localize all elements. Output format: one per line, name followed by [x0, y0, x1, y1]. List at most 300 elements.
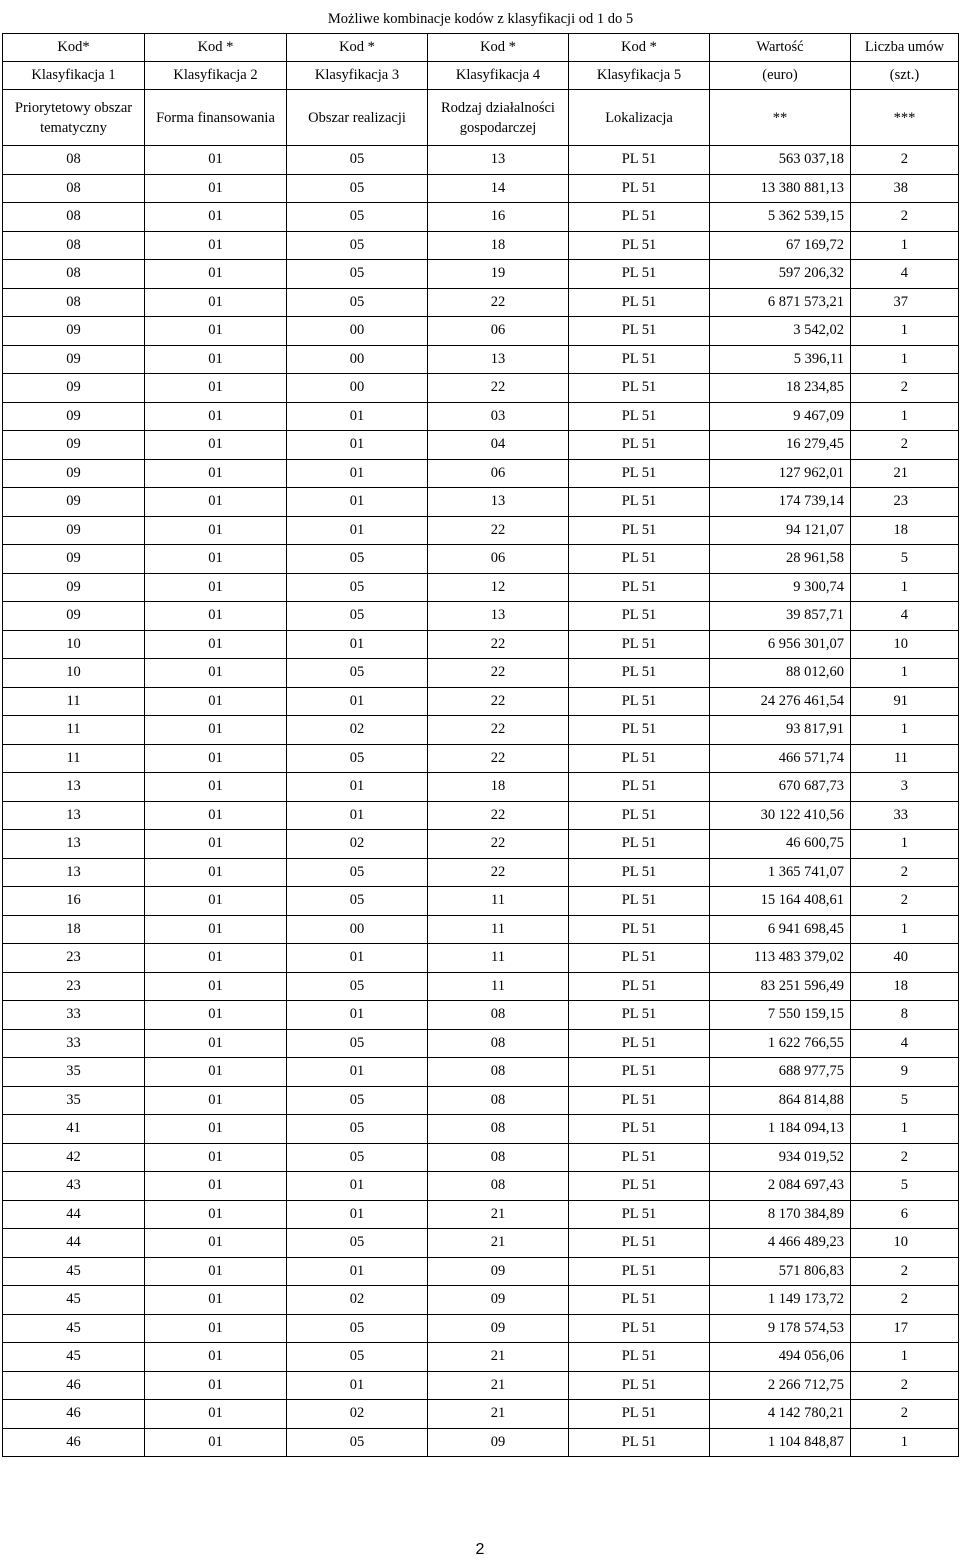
code-cell: 08 [3, 203, 145, 232]
code-cell: 01 [145, 488, 287, 517]
code-cell: 23 [3, 944, 145, 973]
value-cell: 9 178 574,53 [710, 1314, 851, 1343]
value-cell: 9 467,09 [710, 402, 851, 431]
value-cell: 1 365 741,07 [710, 858, 851, 887]
value-cell: 28 961,58 [710, 545, 851, 574]
code-cell: 13 [3, 773, 145, 802]
code-cell: 09 [3, 402, 145, 431]
header-line: *** [893, 109, 916, 126]
code-cell: 01 [287, 1001, 428, 1030]
code-cell: 01 [287, 944, 428, 973]
code-cell: 08 [428, 1029, 569, 1058]
code-cell: 05 [287, 231, 428, 260]
count-cell: 18 [851, 516, 959, 545]
code-cell: PL 51 [569, 972, 710, 1001]
value-cell: 8 170 384,89 [710, 1200, 851, 1229]
code-cell: 13 [428, 488, 569, 517]
count-cell: 5 [851, 1172, 959, 1201]
count-cell: 2 [851, 1143, 959, 1172]
count-cell: 2 [851, 1400, 959, 1429]
code-cell: 06 [428, 459, 569, 488]
value-cell: 597 206,32 [710, 260, 851, 289]
code-cell: 01 [145, 858, 287, 887]
code-cell: 08 [428, 1115, 569, 1144]
value-cell: 15 164 408,61 [710, 887, 851, 916]
code-cell: PL 51 [569, 573, 710, 602]
table-row [3, 659, 959, 688]
count-cell: 1 [851, 1115, 959, 1144]
code-cell: 11 [428, 944, 569, 973]
table-row [3, 1029, 959, 1058]
table-row [3, 317, 959, 346]
table-row [3, 858, 959, 887]
table-row [3, 1371, 959, 1400]
code-cell: 01 [145, 659, 287, 688]
table-row [3, 459, 959, 488]
header-cell: Kod * [569, 34, 710, 62]
header-cell [428, 90, 569, 146]
code-cell: 01 [145, 630, 287, 659]
code-cell: 01 [287, 402, 428, 431]
code-cell: 01 [287, 1200, 428, 1229]
header-cell: Kod* [3, 34, 145, 62]
code-cell: 09 [3, 488, 145, 517]
code-cell: 01 [145, 1058, 287, 1087]
code-cell: PL 51 [569, 830, 710, 859]
code-cell: 01 [145, 1428, 287, 1457]
count-cell: 1 [851, 231, 959, 260]
code-cell: 01 [145, 887, 287, 916]
header-cell: Kod * [145, 34, 287, 62]
header-cell [710, 90, 851, 146]
code-cell: 00 [287, 915, 428, 944]
value-cell: 571 806,83 [710, 1257, 851, 1286]
value-cell: 6 941 698,45 [710, 915, 851, 944]
code-cell: 01 [145, 1257, 287, 1286]
code-cell: 19 [428, 260, 569, 289]
value-cell: 3 542,02 [710, 317, 851, 346]
table-row [3, 687, 959, 716]
code-cell: 02 [287, 1286, 428, 1315]
value-cell: 67 169,72 [710, 231, 851, 260]
code-cell: 05 [287, 545, 428, 574]
value-cell: 88 012,60 [710, 659, 851, 688]
header-line: Rodzaj działalności [441, 99, 555, 116]
count-cell: 11 [851, 744, 959, 773]
value-cell: 9 300,74 [710, 573, 851, 602]
header-row-1 [3, 34, 959, 62]
header-line: gospodarczej [459, 119, 537, 136]
header-line: Forma finansowania [156, 109, 275, 126]
value-cell: 4 142 780,21 [710, 1400, 851, 1429]
code-cell: PL 51 [569, 203, 710, 232]
code-cell: PL 51 [569, 402, 710, 431]
count-cell: 1 [851, 402, 959, 431]
value-cell: 494 056,06 [710, 1343, 851, 1372]
code-cell: PL 51 [569, 1143, 710, 1172]
code-cell: 45 [3, 1257, 145, 1286]
code-cell: 01 [287, 1371, 428, 1400]
header-line: Lokalizacja [605, 109, 673, 126]
code-cell: PL 51 [569, 431, 710, 460]
value-cell: 83 251 596,49 [710, 972, 851, 1001]
header-cell [145, 90, 287, 146]
header-cell: Klasyfikacja 5 [569, 62, 710, 90]
value-cell: 6 956 301,07 [710, 630, 851, 659]
header-cell: Klasyfikacja 1 [3, 62, 145, 90]
code-cell: 08 [428, 1143, 569, 1172]
code-cell: 22 [428, 830, 569, 859]
code-cell: PL 51 [569, 687, 710, 716]
code-cell: PL 51 [569, 915, 710, 944]
code-cell: 01 [145, 1371, 287, 1400]
code-cell: PL 51 [569, 1086, 710, 1115]
count-cell: 1 [851, 716, 959, 745]
code-cell: 08 [428, 1058, 569, 1087]
code-cell: 22 [428, 288, 569, 317]
code-cell: PL 51 [569, 944, 710, 973]
header-cell: Kod * [428, 34, 569, 62]
code-cell: 09 [428, 1428, 569, 1457]
code-cell: 11 [3, 687, 145, 716]
header-cell [287, 90, 428, 146]
code-cell: 44 [3, 1200, 145, 1229]
code-cell: 01 [145, 915, 287, 944]
code-cell: 01 [145, 545, 287, 574]
code-cell: 11 [3, 716, 145, 745]
code-cell: 21 [428, 1400, 569, 1429]
code-cell: 05 [287, 1029, 428, 1058]
table-row [3, 516, 959, 545]
code-cell: 02 [287, 716, 428, 745]
code-cell: 05 [287, 1343, 428, 1372]
value-cell: 2 084 697,43 [710, 1172, 851, 1201]
code-cell: 09 [3, 431, 145, 460]
value-cell: 13 380 881,13 [710, 174, 851, 203]
code-cell: 05 [287, 260, 428, 289]
code-cell: 01 [145, 1314, 287, 1343]
code-cell: 16 [3, 887, 145, 916]
code-cell: 00 [287, 374, 428, 403]
code-cell: 18 [428, 773, 569, 802]
count-cell: 40 [851, 944, 959, 973]
code-cell: PL 51 [569, 545, 710, 574]
code-cell: 01 [287, 773, 428, 802]
value-cell: 934 019,52 [710, 1143, 851, 1172]
code-cell: 01 [145, 1229, 287, 1258]
code-cell: 13 [428, 146, 569, 175]
code-cell: PL 51 [569, 858, 710, 887]
code-cell: 08 [3, 146, 145, 175]
code-cell: 06 [428, 317, 569, 346]
table-row [3, 1200, 959, 1229]
code-cell: PL 51 [569, 146, 710, 175]
code-cell: 22 [428, 659, 569, 688]
value-cell: 1 149 173,72 [710, 1286, 851, 1315]
code-cell: 01 [287, 431, 428, 460]
table-row [3, 944, 959, 973]
code-cell: 11 [3, 744, 145, 773]
code-cell: 22 [428, 858, 569, 887]
count-cell: 38 [851, 174, 959, 203]
code-cell: 01 [145, 1400, 287, 1429]
count-cell: 1 [851, 573, 959, 602]
value-cell: 1 184 094,13 [710, 1115, 851, 1144]
header-line: tematyczny [40, 119, 107, 136]
code-cell: 45 [3, 1314, 145, 1343]
table-row [3, 1286, 959, 1315]
count-cell: 2 [851, 1286, 959, 1315]
code-cell: 05 [287, 659, 428, 688]
code-cell: PL 51 [569, 1058, 710, 1087]
code-cell: 01 [145, 773, 287, 802]
table-row [3, 545, 959, 574]
code-cell: 13 [3, 801, 145, 830]
code-cell: 22 [428, 630, 569, 659]
count-cell: 4 [851, 260, 959, 289]
code-cell: PL 51 [569, 459, 710, 488]
code-cell: 05 [287, 858, 428, 887]
header-cell: Klasyfikacja 4 [428, 62, 569, 90]
code-cell: PL 51 [569, 716, 710, 745]
table-row [3, 402, 959, 431]
table-row [3, 630, 959, 659]
code-cell: 11 [428, 915, 569, 944]
code-cell: PL 51 [569, 1343, 710, 1372]
count-cell: 4 [851, 602, 959, 631]
value-cell: 18 234,85 [710, 374, 851, 403]
code-cell: 42 [3, 1143, 145, 1172]
table-row [3, 345, 959, 374]
code-cell: 18 [3, 915, 145, 944]
value-cell: 39 857,71 [710, 602, 851, 631]
code-cell: 10 [3, 630, 145, 659]
code-cell: 13 [428, 345, 569, 374]
code-cell: 01 [145, 744, 287, 773]
code-cell: PL 51 [569, 260, 710, 289]
table-row [3, 801, 959, 830]
count-cell: 2 [851, 887, 959, 916]
code-cell: 05 [287, 1143, 428, 1172]
code-cell: 01 [145, 402, 287, 431]
code-cell: 05 [287, 174, 428, 203]
code-cell: 01 [145, 1143, 287, 1172]
count-cell: 2 [851, 858, 959, 887]
code-cell: 01 [145, 830, 287, 859]
code-cell: 05 [287, 1115, 428, 1144]
header-cell: Klasyfikacja 2 [145, 62, 287, 90]
code-cell: PL 51 [569, 1229, 710, 1258]
count-cell: 4 [851, 1029, 959, 1058]
table-row [3, 488, 959, 517]
table-row [3, 1257, 959, 1286]
table-row [3, 374, 959, 403]
code-cell: 09 [3, 545, 145, 574]
code-cell: 01 [145, 431, 287, 460]
code-cell: 46 [3, 1400, 145, 1429]
code-cell: 01 [145, 288, 287, 317]
code-cell: PL 51 [569, 1172, 710, 1201]
count-cell: 8 [851, 1001, 959, 1030]
table-row [3, 887, 959, 916]
count-cell: 2 [851, 431, 959, 460]
header-row-2 [3, 62, 959, 90]
table-row [3, 1172, 959, 1201]
count-cell: 21 [851, 459, 959, 488]
count-cell: 23 [851, 488, 959, 517]
code-cell: PL 51 [569, 1115, 710, 1144]
code-cell: 22 [428, 687, 569, 716]
code-cell: 13 [3, 830, 145, 859]
code-cell: 01 [287, 1257, 428, 1286]
value-cell: 6 871 573,21 [710, 288, 851, 317]
code-cell: 35 [3, 1058, 145, 1087]
code-cell: 01 [145, 1200, 287, 1229]
table-row [3, 231, 959, 260]
header-cell: Kod * [287, 34, 428, 62]
code-cell: PL 51 [569, 1428, 710, 1457]
table-row [3, 1001, 959, 1030]
code-cell: 05 [287, 1314, 428, 1343]
code-cell: 01 [145, 1086, 287, 1115]
code-cell: 16 [428, 203, 569, 232]
table-row [3, 1229, 959, 1258]
code-cell: 01 [145, 1001, 287, 1030]
code-cell: 01 [145, 1286, 287, 1315]
header-cell: (euro) [710, 62, 851, 90]
table-row [3, 1115, 959, 1144]
count-cell: 2 [851, 1371, 959, 1400]
code-cell: 01 [145, 345, 287, 374]
table-row [3, 915, 959, 944]
code-cell: 04 [428, 431, 569, 460]
code-cell: 33 [3, 1029, 145, 1058]
value-cell: 30 122 410,56 [710, 801, 851, 830]
count-cell: 10 [851, 1229, 959, 1258]
code-cell: 08 [428, 1086, 569, 1115]
header-line: Priorytetowy obszar [14, 99, 133, 116]
table-row [3, 573, 959, 602]
code-cell: 09 [428, 1314, 569, 1343]
code-cell: 09 [428, 1286, 569, 1315]
code-cell: 44 [3, 1229, 145, 1258]
code-cell: 21 [428, 1229, 569, 1258]
code-cell: 01 [145, 317, 287, 346]
header-row-3 [3, 90, 959, 146]
code-cell: 08 [428, 1001, 569, 1030]
code-cell: PL 51 [569, 345, 710, 374]
table-row [3, 431, 959, 460]
count-cell: 5 [851, 1086, 959, 1115]
code-cell: 21 [428, 1371, 569, 1400]
code-cell: 09 [3, 459, 145, 488]
code-cell: 01 [287, 1058, 428, 1087]
table-row [3, 1143, 959, 1172]
code-cell: 08 [3, 231, 145, 260]
code-cell: 01 [287, 516, 428, 545]
table-row [3, 146, 959, 175]
code-cell: 00 [287, 345, 428, 374]
count-cell: 1 [851, 659, 959, 688]
title-row [3, 5, 959, 34]
code-cell: 01 [287, 488, 428, 517]
code-cell: 05 [287, 887, 428, 916]
code-cell: 08 [3, 260, 145, 289]
code-cell: 01 [145, 459, 287, 488]
code-cell: PL 51 [569, 630, 710, 659]
code-cell: PL 51 [569, 1001, 710, 1030]
count-cell: 33 [851, 801, 959, 830]
table-title: Możliwe kombinacje kodów z klasyfikacji od 1 do 5 [3, 5, 959, 34]
code-cell: 08 [3, 288, 145, 317]
table-row [3, 773, 959, 802]
code-cell: PL 51 [569, 1314, 710, 1343]
code-cell: 10 [3, 659, 145, 688]
value-cell: 4 466 489,23 [710, 1229, 851, 1258]
table-row [3, 1343, 959, 1372]
code-cell: PL 51 [569, 317, 710, 346]
code-cell: 11 [428, 972, 569, 1001]
code-cell: 11 [428, 887, 569, 916]
code-cell: 08 [3, 174, 145, 203]
code-cell: PL 51 [569, 1286, 710, 1315]
code-cell: 13 [428, 602, 569, 631]
code-cell: 35 [3, 1086, 145, 1115]
table-row [3, 830, 959, 859]
code-cell: 09 [3, 516, 145, 545]
code-cell: 41 [3, 1115, 145, 1144]
count-cell: 1 [851, 317, 959, 346]
header-line: Obszar realizacji [308, 109, 406, 126]
code-cell: 06 [428, 545, 569, 574]
header-cell: Liczba umów [851, 34, 959, 62]
code-cell: 05 [287, 1428, 428, 1457]
table-row [3, 1314, 959, 1343]
code-cell: PL 51 [569, 516, 710, 545]
count-cell: 37 [851, 288, 959, 317]
code-cell: 45 [3, 1343, 145, 1372]
code-cell: 22 [428, 516, 569, 545]
code-cell: 05 [287, 744, 428, 773]
code-cell: 01 [145, 944, 287, 973]
code-cell: 33 [3, 1001, 145, 1030]
count-cell: 2 [851, 374, 959, 403]
code-cell: 01 [287, 801, 428, 830]
code-cell: PL 51 [569, 659, 710, 688]
code-cell: 01 [287, 630, 428, 659]
code-cell: PL 51 [569, 488, 710, 517]
code-cell: 01 [145, 573, 287, 602]
code-cell: PL 51 [569, 887, 710, 916]
code-cell: 02 [287, 830, 428, 859]
code-cell: 43 [3, 1172, 145, 1201]
code-cell: 01 [145, 602, 287, 631]
code-cell: 46 [3, 1428, 145, 1457]
code-cell: 05 [287, 288, 428, 317]
code-cell: 01 [145, 687, 287, 716]
code-cell: 01 [145, 801, 287, 830]
value-cell: 688 977,75 [710, 1058, 851, 1087]
code-cell: 18 [428, 231, 569, 260]
value-cell: 466 571,74 [710, 744, 851, 773]
value-cell: 670 687,73 [710, 773, 851, 802]
count-cell: 17 [851, 1314, 959, 1343]
code-cell: PL 51 [569, 773, 710, 802]
count-cell: 91 [851, 687, 959, 716]
code-cell: 01 [145, 972, 287, 1001]
code-cell: 09 [3, 374, 145, 403]
value-cell: 5 362 539,15 [710, 203, 851, 232]
